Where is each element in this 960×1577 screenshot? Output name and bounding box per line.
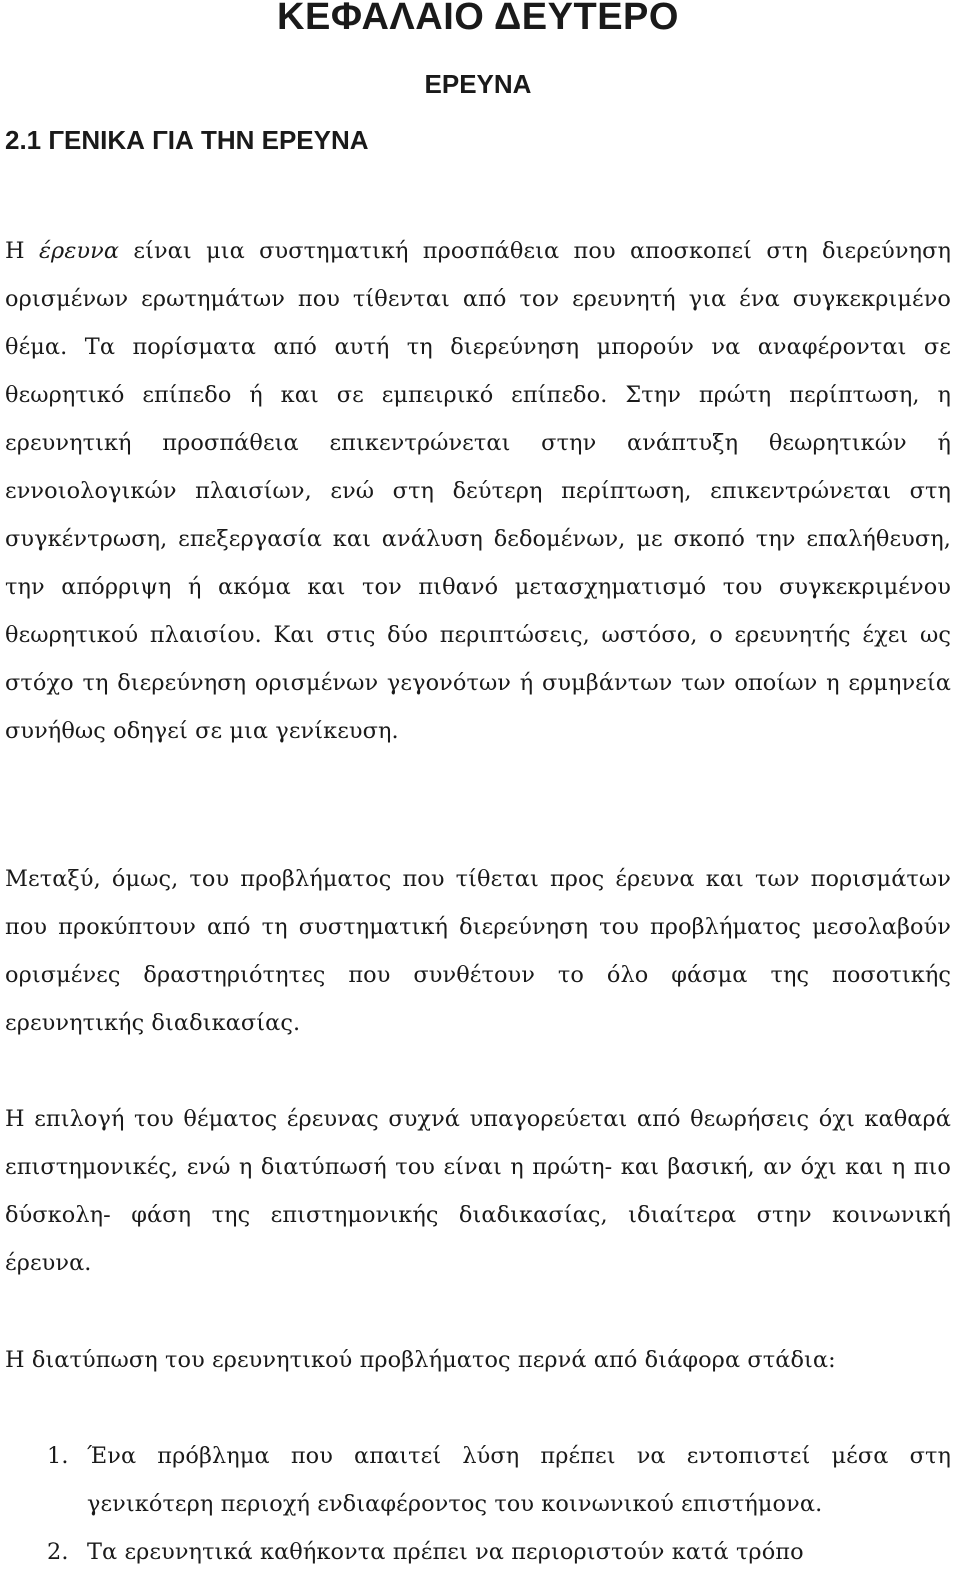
list-item-text: Τα ερευνητικά καθήκοντα πρέπει να περιοριστούν κατά τρόπο <box>87 1539 804 1565</box>
chapter-subtitle: ΕΡΕΥΝΑ <box>424 69 532 99</box>
chapter-title: ΚΕΦΑΛΑΙΟ ΔΕΥΤΕΡΟ <box>277 0 679 38</box>
emphasized-term: έρευνα <box>38 238 120 264</box>
paragraph-lead: Η <box>5 238 39 264</box>
list-item-number: 2. <box>47 1539 69 1565</box>
list-item-number: 1. <box>47 1443 69 1469</box>
paragraph-problem-stages-intro: Η διατύπωση του ερευνητικού προβλήματος περνά από διάφορα στάδια: <box>5 1347 836 1373</box>
paragraph-research-process: Μεταξύ, όμως, του προβλήματος που τίθεται προς έρευνα και των πορισμάτων που προκύπτουν από τη συστηματική διερεύνηση του προβλήματος μεσολαβούν ορισμένες δραστηριότητες που συνθέτουν το όλο φάσμα της ποσοτικής ερευνητικής διαδικασίας. <box>5 866 951 1036</box>
section-heading: 2.1 ΓΕΝΙΚΑ ΓΙΑ ΤΗΝ ΕΡΕΥΝΑ <box>5 125 369 155</box>
list-item <box>5 1432 951 1528</box>
stages-list <box>5 1432 951 1576</box>
list-item <box>5 1528 951 1576</box>
paragraph-topic-selection: Η επιλογή του θέματος έρευνας συχνά υπαγορεύεται από θεωρήσεις όχι καθαρά επιστημονικές, ενώ η διατύπωσή του είναι η πρώτη- και βασική, αν όχι και η πιο δύσκολη- φάση της επιστημονικής διαδικασίας, ιδιαίτερα στην κοινωνική έρευνα. <box>5 1106 951 1276</box>
list-item-text: Ένα πρόβλημα που απαιτεί λύση πρέπει να εντοπιστεί μέσα στη γενικότερη περιοχή ενδιαφέροντος του κοινωνικού επιστήμονα. <box>87 1443 951 1517</box>
paragraph-research-definition <box>5 227 951 755</box>
paragraph-text: είναι μια συστηματική προσπάθεια που αποσκοπεί στη διερεύνηση ορισμένων ερωτημάτων που τίθενται από τον ερευνητή για ένα συγκεκριμένο θέμα. Τα πορίσματα από αυτή τη διερεύνηση μπορούν να αναφέρονται σε θεωρητικό επίπεδο ή και σε εμπειρικό επίπεδο. Στην πρώτη περίπτωση, η ερευνητική προσπάθεια επικεντρώνεται στην ανάπτυξη θεωρητικών ή εννοιολογικών πλαισίων, ενώ στη δεύτερη περίπτωση, επικεντρώνεται στη συγκέντρωση, επεξεργασία και ανάλυση δεδομένων, με σκοπό την επαλήθευση, την απόρριψη ή ακόμα και τον πιθανό μετασχηματισμό του συγκεκριμένου θεωρητικού πλαισίου. Και στις δύο περιπτώσεις, ωστόσο, ο ερευνητής έχει ως στόχο τη διερεύνηση ορισμένων γεγονότων ή συμβάντων των οποίων η ερμηνεία συνήθως οδηγεί σε μια γενίκευση. <box>5 238 951 744</box>
